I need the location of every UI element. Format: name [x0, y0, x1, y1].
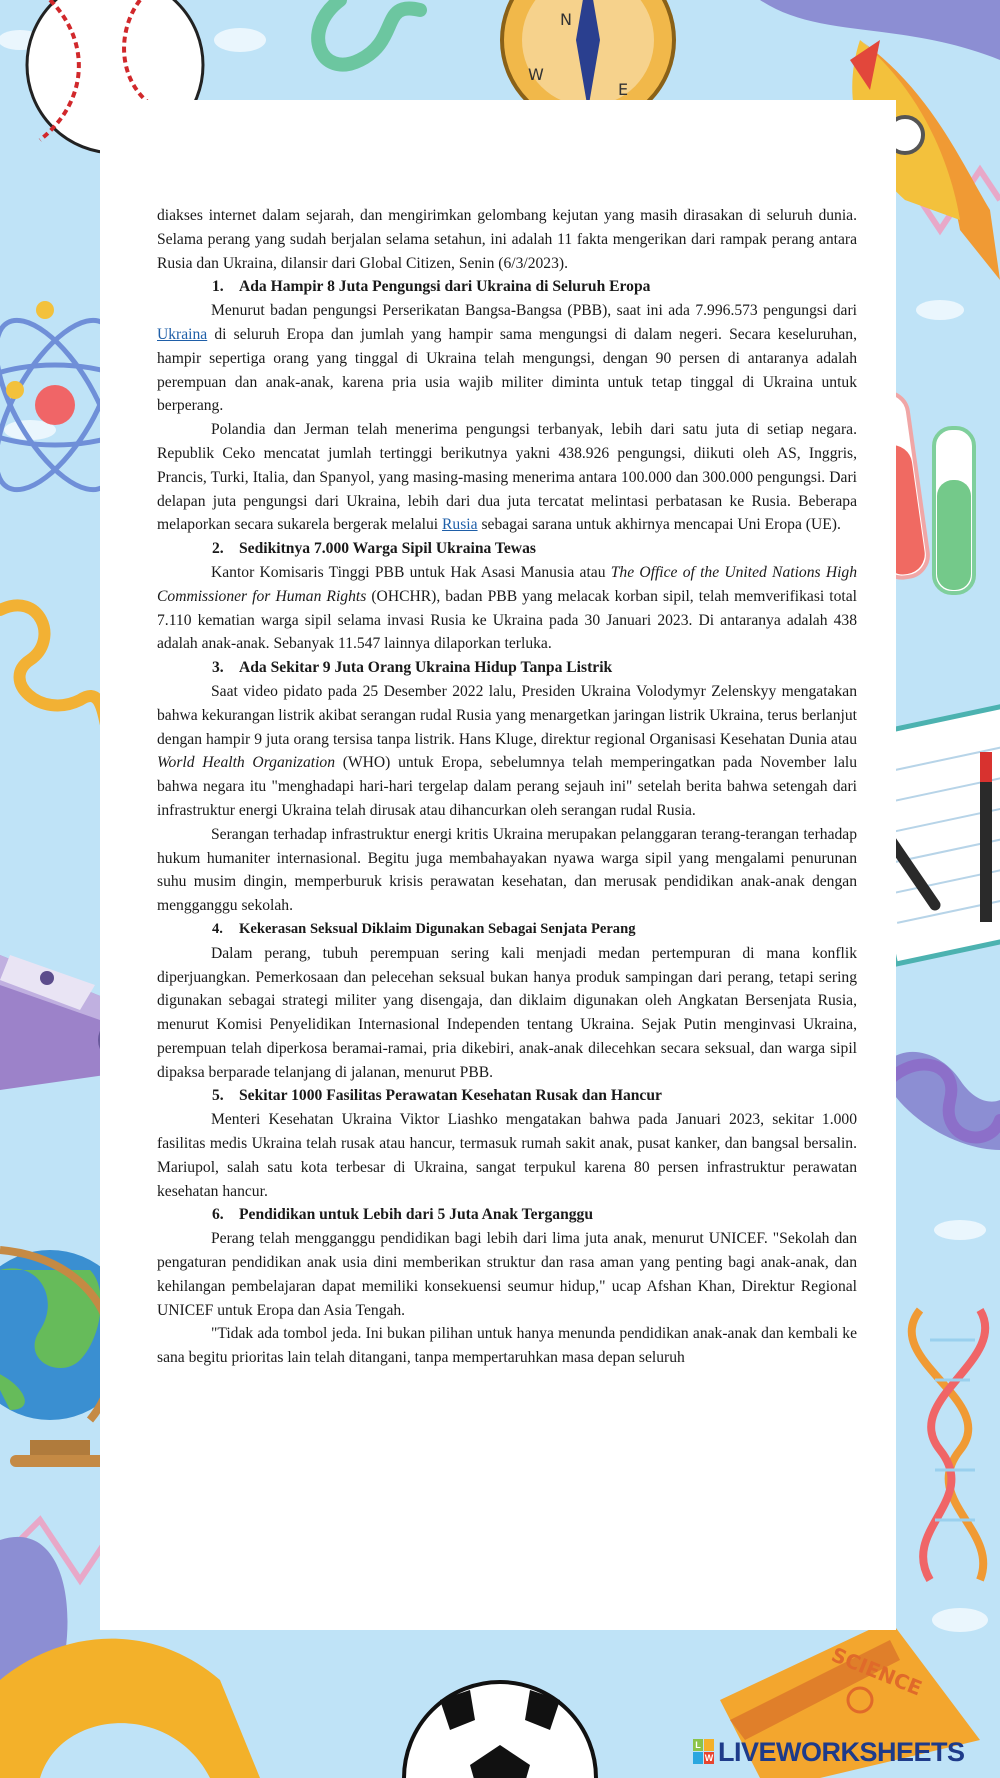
logo-letter: W	[704, 1753, 714, 1763]
section-title: Ada Hampir 8 Juta Pengungsi dari Ukraina di Seluruh Eropa	[239, 278, 651, 296]
section-title: Kekerasan Seksual Diklaim Digunakan Sebagai Senjata Perang	[239, 920, 636, 937]
section-number: 4.	[212, 920, 223, 937]
section-2-paragraph-1	[157, 561, 857, 656]
paragraph-text: (WHO) untuk Eropa, sebelumnya telah memperingatkan pada November lalu bahwa negara itu "menghadapi hari-hari tergelap dalam perang sejauh ini" setelah berita bahwa setengah dari infrastruktur energi Ukraina telah dirusak atau dihancurkan oleh serangan rudal Rusia.	[157, 754, 857, 819]
svg-text:E: E	[618, 80, 629, 99]
section-number: 3.	[212, 659, 224, 677]
section-6-paragraph-1: Perang telah mengganggu pendidikan bagi lebih dari lima juta anak, menurut UNICEF. "Sekolah dan pengaturan pendidikan anak usia dini memberikan struktur dan rasa aman yang penting bagi anak-anak, dan kehilangan pembelajaran dapat memiliki konsekuensi seumur hidup," ucap Afshan Khan, Direktur Regional UNICEF untuk Eropa dan Asia Tengah.	[157, 1230, 857, 1319]
section-heading-3	[157, 656, 857, 680]
paragraph-text: di seluruh Eropa dan jumlah yang hampir sama mengungsi di dalam negeri. Secara keseluruhan, hampir sepertiga orang yang tinggal di Ukraina telah mengungsi, dengan 90 persen di antaranya adalah perempuan dan anak-anak, karena pria usia wajib militer diminta untuk tetap tinggal di Ukraina untuk berperang.	[157, 325, 857, 415]
svg-text:W: W	[528, 65, 544, 84]
italic-text: The Office of the United Nations High Commissioner for Human Rights	[157, 563, 858, 605]
section-4-paragraph-1: Dalam perang, tubuh perempuan sering kali menjadi medan pertempuran di mana konflik diperjuangkan. Pemerkosaan dan pelecehan seksual bukan hanya produk sampingan dari perang, tetapi sering digunakan sebagai strategi militer yang disengaja, dan diklaim digunakan oleh Angkatan Bersenjata Rusia, menurut Komisi Penyelidikan Internasional Independen tentang Ukraina. Sejak Putin menginvasi Ukraina, perempuan telah diperkosa beramai-ramai, pria dikebiri, anak-anak dilecehkan secara seksual, dan warga sipil dipaksa berparade telanjang di jalanan, menurut PBB.	[157, 944, 857, 1081]
section-heading-5	[157, 1084, 857, 1108]
liveworksheets-logo[interactable]	[693, 1736, 965, 1768]
liveworksheets-logo-icon	[693, 1739, 715, 1765]
svg-text:N: N	[560, 10, 572, 29]
section-heading-6	[157, 1203, 857, 1227]
paragraph-text: sebagai sarana untuk akhirnya mencapai Uni Eropa (UE).	[477, 516, 841, 534]
section-3-paragraph-2: Serangan terhadap infrastruktur energi kritis Ukraina merupakan pelanggaran terang-terangan terhadap hukum humaniter internasional. Begitu juga membahayakan nyawa warga sipil yang mengalami penurunan suhu musim dingin, memperburuk krisis perawatan kesehatan, dan merusak pendidikan anak-anak dengan mengganggu sekolah.	[157, 825, 857, 915]
section-heading-1	[157, 275, 857, 299]
rusia-link[interactable]: Rusia	[442, 516, 478, 534]
section-number: 5.	[212, 1087, 224, 1105]
document-body	[157, 204, 857, 1370]
section-heading-2	[157, 537, 857, 561]
section-5-paragraph-1: Menteri Kesehatan Ukraina Viktor Liashko mengatakan bahwa pada Januari 2023, sekitar 1.000 fasilitas medis Ukraina telah rusak atau hancur, termasuk rumah sakit anak, pusat kanker, dan bangsal bersalin. Mariupol, salah satu kota terbesar di Ukraina, sangat terpukul karena 80 persen infrastruktur perawatan kesehatan hancur.	[157, 1111, 857, 1200]
section-number: 6.	[212, 1206, 224, 1224]
section-title: Sedikitnya 7.000 Warga Sipil Ukraina Tewas	[239, 540, 536, 558]
section-number: 1.	[212, 278, 224, 296]
logo-block	[704, 1739, 714, 1751]
section-6-paragraph-2: "Tidak ada tombol jeda. Ini bukan pilihan untuk hanya menunda pendidikan anak-anak dan kembali ke sana begitu prioritas lain telah ditangani, tanpa mempertaruhkan masa depan seluruh	[157, 1325, 857, 1367]
ukraina-link[interactable]: Ukraina	[157, 325, 208, 343]
paragraph-text: Saat video pidato pada 25 Desember 2022 lalu, Presiden Ukraina Volodymyr Zelenskyy mengatakan bahwa kekurangan listrik akibat serangan rudal Rusia yang menargetkan jaringan listrik Ukraina, terus berlanjut dengan hampir 9 juta orang tersisa tanpa listrik. Hans Kluge, direktur regional Organisasi Kesehatan Dunia atau	[157, 682, 857, 748]
logo-block	[693, 1752, 703, 1764]
section-heading-4	[157, 918, 857, 942]
section-title: Ada Sekitar 9 Juta Orang Ukraina Hidup Tanpa Listrik	[239, 659, 613, 677]
section-title: Pendidikan untuk Lebih dari 5 Juta Anak Terganggu	[239, 1206, 594, 1224]
paragraph-text: Polandia dan Jerman telah menerima pengungsi terbanyak, lebih dari satu juta di setiap negara. Republik Ceko mencatat jumlah tertinggi berikutnya yakni 438.926 pengungsi, diikuti oleh AS, Inggris, Prancis, Turki, Italia, dan Spanyol, yang masing-masing menerima antara 100.000 dan 300.000 pengungsi. Dari delapan juta pengungsi dari Ukraina, lebih dari dua juta tercatat melintasi perbatasan ke Rusia. Beberapa melaporkan secara sukarela bergerak melalui	[157, 421, 857, 534]
section-3-paragraph-1	[157, 680, 857, 823]
paragraph-text: (OHCHR), badan PBB yang melacak korban sipil, telah memverifikasi total 7.110 kematian warga sipil selama invasi Rusia ke Ukraina pada 30 Januari 2023. Di antaranya adalah 438 adalah anak-anak. Sebanyak 11.547 lainnya dilaporkan terluka.	[157, 587, 858, 653]
section-number: 2.	[212, 540, 224, 558]
italic-text: World Health Organization	[157, 754, 336, 772]
logo-letter: L	[693, 1739, 703, 1751]
paragraph-text: Kantor Komisaris Tinggi PBB untuk Hak Asasi Manusia atau	[211, 563, 611, 581]
liveworksheets-wordmark: LIVEWORKSHEETS	[718, 1736, 965, 1767]
paragraph-text: Menurut badan pengungsi Perserikatan Bangsa-Bangsa (PBB), saat ini ada 7.996.573 pengungsi dari	[211, 302, 857, 320]
intro-paragraph: diakses internet dalam sejarah, dan mengirimkan gelombang kejutan yang masih dirasakan di seluruh dunia. Selama perang yang sudah berjalan selama setahun, ini adalah 11 fakta mengerikan dari rampak perang antara Rusia dan Ukraina, dilansir dari Global Citizen, Senin (6/3/2023).	[157, 207, 857, 272]
section-title: Sekitar 1000 Fasilitas Perawatan Kesehatan Rusak dan Hancur	[239, 1087, 662, 1105]
section-1-paragraph-1	[157, 299, 857, 418]
section-1-paragraph-2	[157, 418, 857, 537]
svg-text:SCIENCE: SCIENCE	[828, 1642, 926, 1701]
